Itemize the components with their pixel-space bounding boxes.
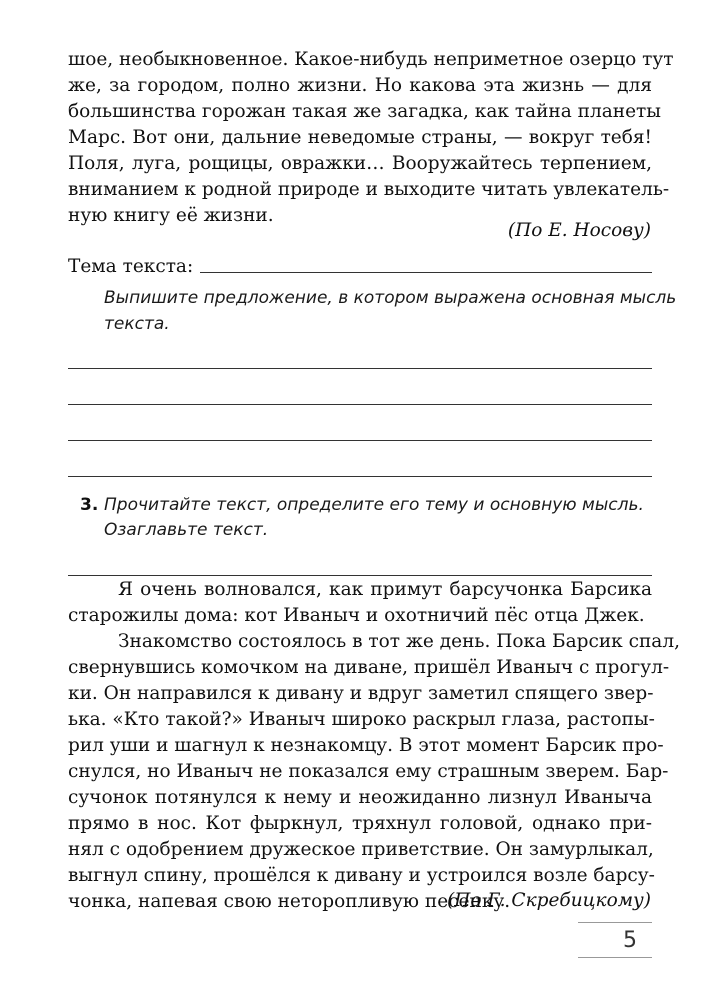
passage-1-line: же, за городом, полно жизни. Но какова эта жизнь — для — [68, 75, 652, 96]
passage-1-attribution: (По Е. Носову) — [507, 220, 651, 241]
passage-1-line: Марс. Вот они, дальние неведомые страны, — вокруг тебя! — [68, 127, 652, 148]
passage-2-line: свернувшись комочком на диване, пришёл Иваныч с прогул- — [68, 657, 670, 678]
passage-2-line: ки. Он направился к дивану и вдруг заметил спящего звер- — [68, 683, 654, 704]
page-number-rule-top — [578, 922, 652, 923]
answer-line[interactable] — [68, 440, 652, 441]
theme-answer-line[interactable] — [200, 272, 652, 273]
passage-2-line: Знакомство состоялось в тот же день. Пока Барсик спал, — [118, 631, 680, 652]
answer-line[interactable] — [68, 404, 652, 405]
passage-1-line: ную книгу её жизни. — [68, 205, 274, 226]
passage-2-line: Я очень волновался, как примут барсучонка Барсика — [118, 579, 652, 600]
theme-label: Тема текста: — [68, 256, 194, 277]
passage-2-line: старожилы дома: кот Иваныч и охотничий пёс отца Джек. — [68, 605, 645, 626]
answer-line[interactable] — [68, 476, 652, 477]
passage-2-attribution: (По Г. Скребицкому) — [447, 890, 651, 911]
passage-2-line: прямо в нос. Кот фыркнул, тряхнул головой, однако при- — [68, 813, 652, 834]
instruction-line: текста. — [104, 314, 170, 334]
passage-1-line: вниманием к родной природе и выходите читать увлекатель- — [68, 179, 670, 200]
passage-2-line: чонка, напевая свою неторопливую песенку. — [68, 891, 511, 912]
task-3-line: Прочитайте текст, определите его тему и основную мысль. — [104, 495, 644, 515]
passage-2-line: рил уши и шагнул к незнакомцу. В этот момент Барсик про- — [68, 735, 664, 756]
passage-2-line: снулся, но Иваныч не показался ему страшным зверем. Бар- — [68, 761, 669, 782]
passage-2-line: нял с одобрением дружеское приветствие. Он замурлыкал, — [68, 839, 654, 860]
passage-2-line: ька. «Кто такой?» Иваныч широко раскрыл глаза, растопы- — [68, 709, 655, 730]
task-3-line: Озаглавьте текст. — [104, 520, 269, 540]
answer-line[interactable] — [68, 368, 652, 369]
title-answer-line[interactable] — [68, 575, 652, 576]
page-number-rule-bottom — [578, 957, 652, 958]
task-3-number: 3. — [80, 495, 99, 515]
passage-2-line: выгнул спину, прошёлся к дивану и устроился возле барсу- — [68, 865, 655, 886]
passage-1-line: большинства горожан такая же загадка, как тайна планеты — [68, 101, 662, 122]
passage-1-line: Поля, луга, рощицы, овражки… Вооружайтесь терпением, — [68, 153, 652, 174]
page-number: 5 — [623, 928, 637, 953]
instruction-line: Выпишите предложение, в котором выражена основная мысль — [104, 288, 677, 308]
passage-1-line: шое, необыкновенное. Какое-нибудь неприметное озерцо тут — [68, 49, 674, 70]
passage-2-line: сучонок потянулся к нему и неожиданно лизнул Иваныча — [68, 787, 652, 808]
